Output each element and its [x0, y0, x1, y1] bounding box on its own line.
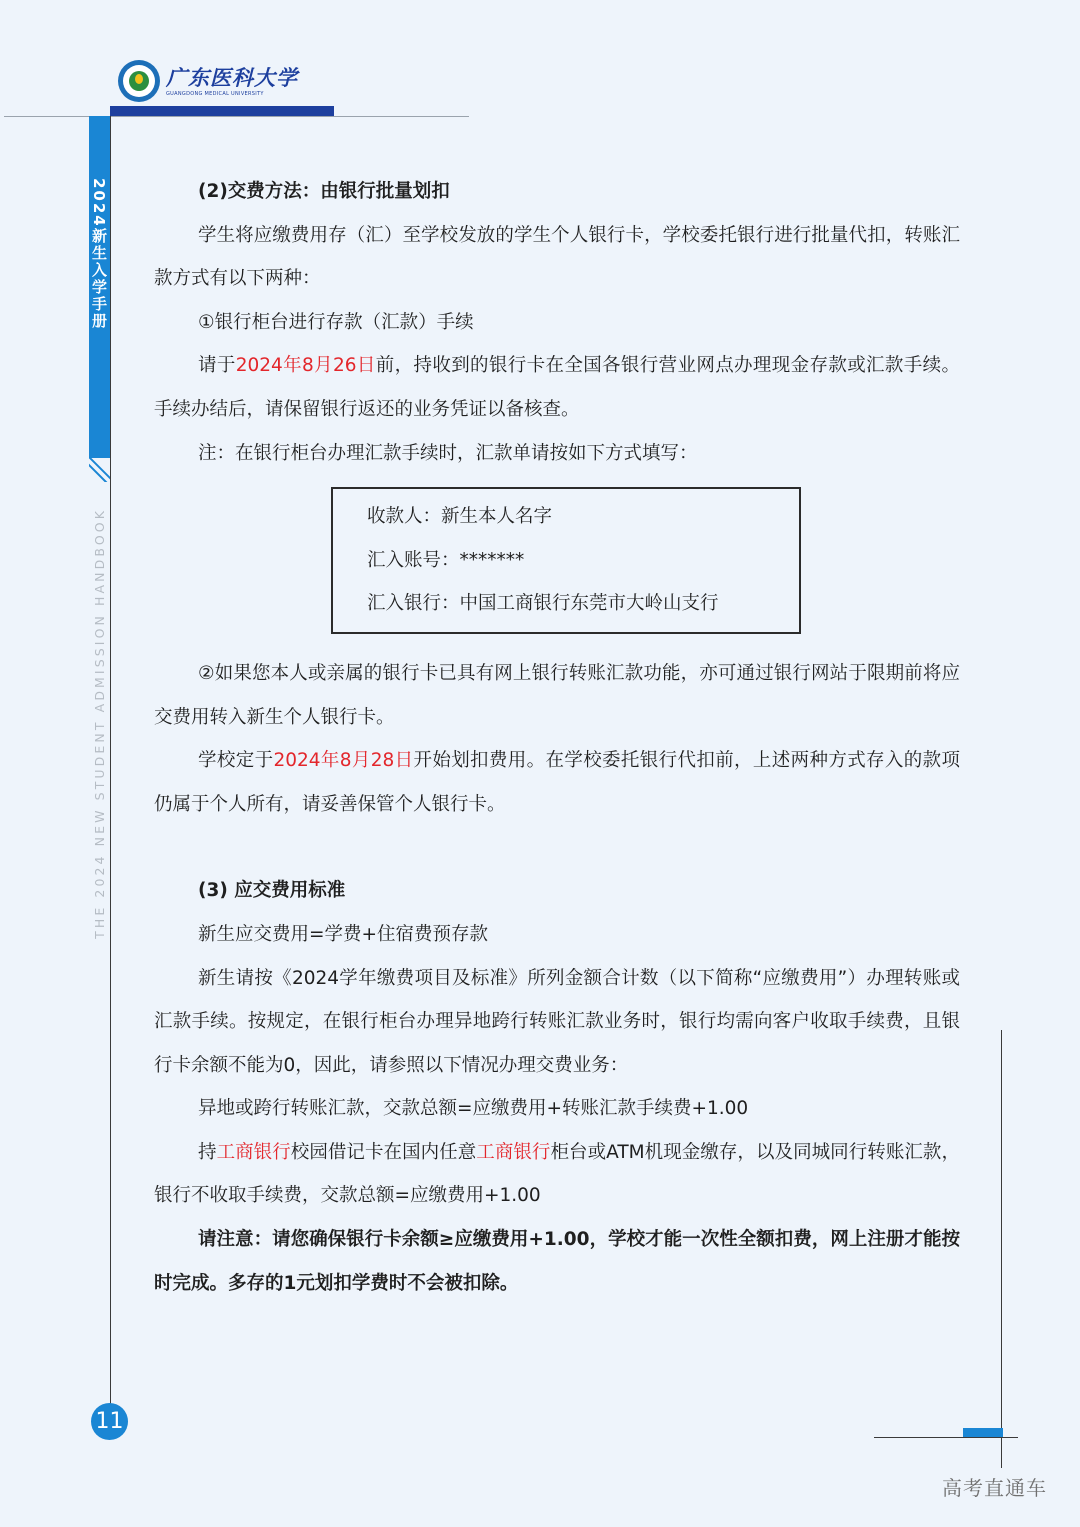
- section-3-intro: 新生请按《2024学年缴费项目及标准》所列金额合计数（以下简称“应缴费用”）办理转账或汇款手续。按规定，在银行柜台办理异地跨行转账汇款业务时，银行均需向客户收取手续费，且银行卡余额不能为0，因此，请参照以下情况办理交费业务：: [154, 967, 960, 1076]
- case-1-text: 异地或跨行转账汇款，交款总额=应缴费用+转账汇款手续费+1.00: [198, 1098, 749, 1120]
- case-2-text: 持工商银行校园借记卡在国内任意工商银行柜台或ATM机现金缴存，以及同城同行转账汇款，银行不收取手续费，交款总额=应缴费用+1.00: [154, 1141, 960, 1207]
- logo-english-name: GUANGDONG MEDICAL UNIVERSITY: [166, 90, 264, 97]
- account-line: 汇入账号：*******: [367, 549, 525, 571]
- university-emblem-icon: [118, 60, 160, 102]
- sidebar-title: 2024新生入学手册: [90, 178, 108, 330]
- attention-notice: 请注意：请您确保银行卡余额≥应缴费用+1.00，学校才能一次性全额扣费，网上注册才能按时完成。多存的1元划扣学费时不会被扣除。: [154, 1229, 960, 1294]
- header-accent-bar: [110, 106, 334, 116]
- page-number: 11: [91, 1403, 128, 1440]
- sidebar-rule: [110, 116, 111, 1406]
- section-2-intro: 学生将应缴费用存（汇）至学校发放的学生个人银行卡，学校委托银行进行批量代扣，转账汇款方式有以下两种：: [154, 224, 960, 290]
- deposit-deadline: 2024年8月26日: [235, 355, 376, 377]
- method-1-title: ①银行柜台进行存款（汇款）手续: [198, 311, 474, 333]
- icbc-highlight-1: 工商银行: [216, 1141, 291, 1163]
- sidebar-stripes: [89, 452, 110, 482]
- fee-formula: 新生应交费用=学费+住宿费预存款: [198, 923, 489, 945]
- sidebar-handbook-label: THE 2024 NEW STUDENT ADMISSION HANDBOOK: [92, 508, 107, 939]
- deduction-text: 学校定于2024年8月28日开始划扣费用。在学校委托银行代扣前，上述两种方式存入的款项仍属于个人所有，请妥善保管个人银行卡。: [154, 750, 960, 815]
- header-rule: [4, 116, 469, 117]
- payee-line: 收款人：新生本人名字: [367, 506, 553, 528]
- section-3-heading: (3) 应交费用标准: [198, 880, 346, 902]
- logo-chinese-name: 广东医科大学: [166, 64, 298, 90]
- remittance-form-box: [331, 487, 801, 634]
- footer-vertical-rule: [1001, 1030, 1002, 1468]
- section-2-heading: (2)交费方法：由银行批量划扣: [198, 181, 450, 202]
- method-2-text: ②如果您本人或亲属的银行卡已具有网上银行转账汇款功能，亦可通过银行网站于限期前将应交费用转入新生个人银行卡。: [154, 662, 960, 728]
- deduction-date: 2024年8月28日: [273, 750, 414, 772]
- university-logo: [118, 60, 298, 102]
- bank-line: 汇入银行：中国工商银行东莞市大岭山支行: [367, 593, 719, 615]
- icbc-highlight-2: 工商银行: [476, 1141, 551, 1163]
- remittance-note: 注：在银行柜台办理汇款手续时，汇款单请按如下方式填写：: [198, 442, 698, 464]
- footer-horizontal-rule: [874, 1437, 1018, 1438]
- footer-accent-block: [963, 1428, 1003, 1437]
- document-body: [154, 170, 960, 1305]
- method-1-text: 请于2024年8月26日前，持收到的银行卡在全国各银行营业网点办理现金存款或汇款手续。手续办结后，请保留银行返还的业务凭证以备核查。: [154, 355, 960, 420]
- watermark: 高考直通车: [942, 1476, 1047, 1500]
